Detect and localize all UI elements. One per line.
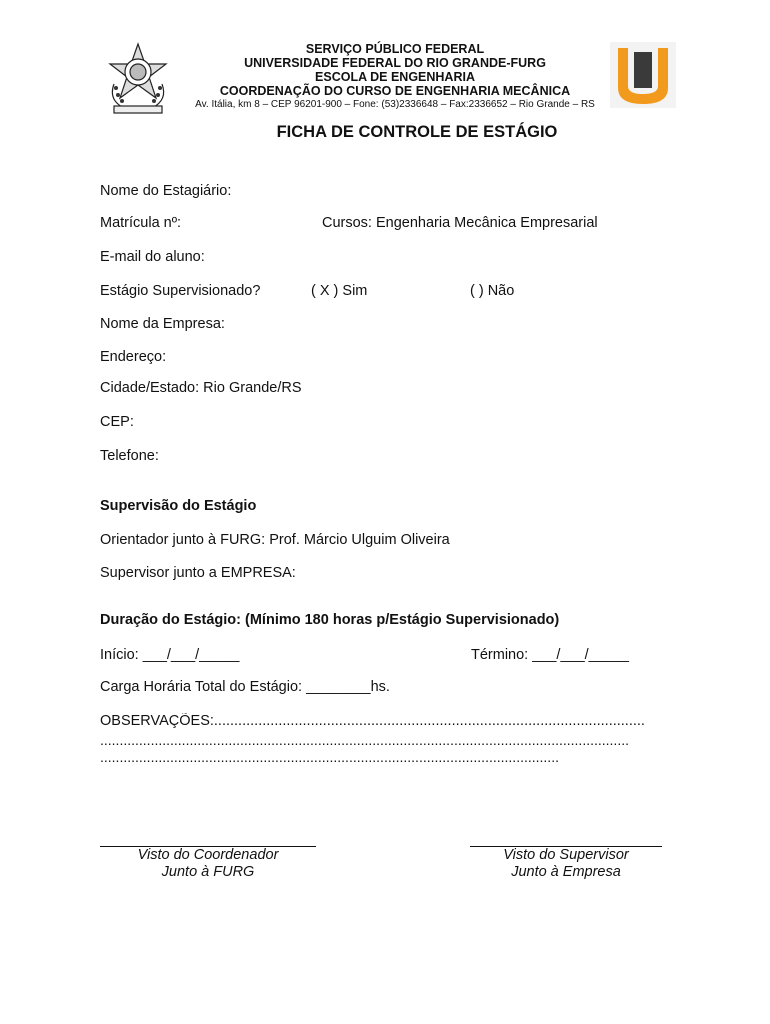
field-email: E-mail do aluno:	[100, 249, 205, 265]
field-cep: CEP:	[100, 414, 134, 430]
signature-left-line-2: Junto à FURG	[161, 864, 255, 880]
signature-right	[470, 847, 662, 881]
header-line-2: UNIVERSIDADE FEDERAL DO RIO GRANDE-FURG	[244, 56, 546, 70]
field-carga-horaria: Carga Horária Total do Estágio: ________hs.	[100, 679, 390, 695]
signature-left	[100, 847, 316, 881]
field-cidade: Cidade/Estado: Rio Grande/RS	[100, 380, 302, 396]
field-telefone: Telefone:	[100, 448, 159, 464]
coat-of-arms-logo	[100, 40, 176, 116]
header-address: Av. Itália, km 8 – CEP 96201-900 – Fone: (53)2336648 – Fax:2336652 – Rio Grande – RS	[195, 99, 595, 110]
observacoes-line-2: ........................................................................................................................................	[100, 732, 629, 748]
signature-left-line-1: Visto do Coordenador	[137, 847, 279, 863]
header-line-1: SERVIÇO PÚBLICO FEDERAL	[305, 42, 485, 56]
header-line-3: ESCOLA DE ENGENHARIA	[315, 70, 475, 84]
field-orientador: Orientador junto à FURG: Prof. Márcio Ulguim Oliveira	[100, 532, 450, 548]
field-supervisor: Supervisor junto a EMPRESA:	[100, 565, 296, 581]
field-nome: Nome do Estagiário:	[100, 183, 232, 199]
signature-right-line-1: Visto do Supervisor	[503, 847, 629, 863]
supervisao-heading: Supervisão do Estágio	[100, 498, 257, 514]
field-empresa: Nome da Empresa:	[100, 316, 225, 332]
form-title: FICHA DE CONTROLE DE ESTÁGIO	[276, 123, 558, 141]
duracao-heading: Duração do Estágio: (Mínimo 180 horas p/Estágio Supervisionado)	[100, 612, 560, 628]
field-inicio: Início: ___/___/_____	[100, 647, 240, 663]
field-matricula: Matrícula nº:	[100, 215, 182, 231]
header-line-4: COORDENAÇÃO DO CURSO DE ENGENHARIA MECÂNICA	[219, 84, 571, 98]
observacoes-label: OBSERVAÇÕES:...........................................................................................................	[100, 713, 645, 729]
field-cursos: Cursos: Engenharia Mecânica Empresarial	[322, 215, 598, 231]
field-supervisionado: Estágio Supervisionado?	[100, 283, 261, 299]
option-sim: ( X ) Sim	[311, 283, 368, 299]
option-nao: ( ) Não	[470, 283, 515, 299]
furg-logo	[610, 42, 676, 108]
observacoes-line-3: ......................................................................................................................	[100, 749, 559, 765]
field-termino: Término: ___/___/_____	[471, 647, 629, 663]
signature-right-line-2: Junto à Empresa	[511, 864, 621, 880]
field-endereco: Endereço:	[100, 349, 167, 365]
